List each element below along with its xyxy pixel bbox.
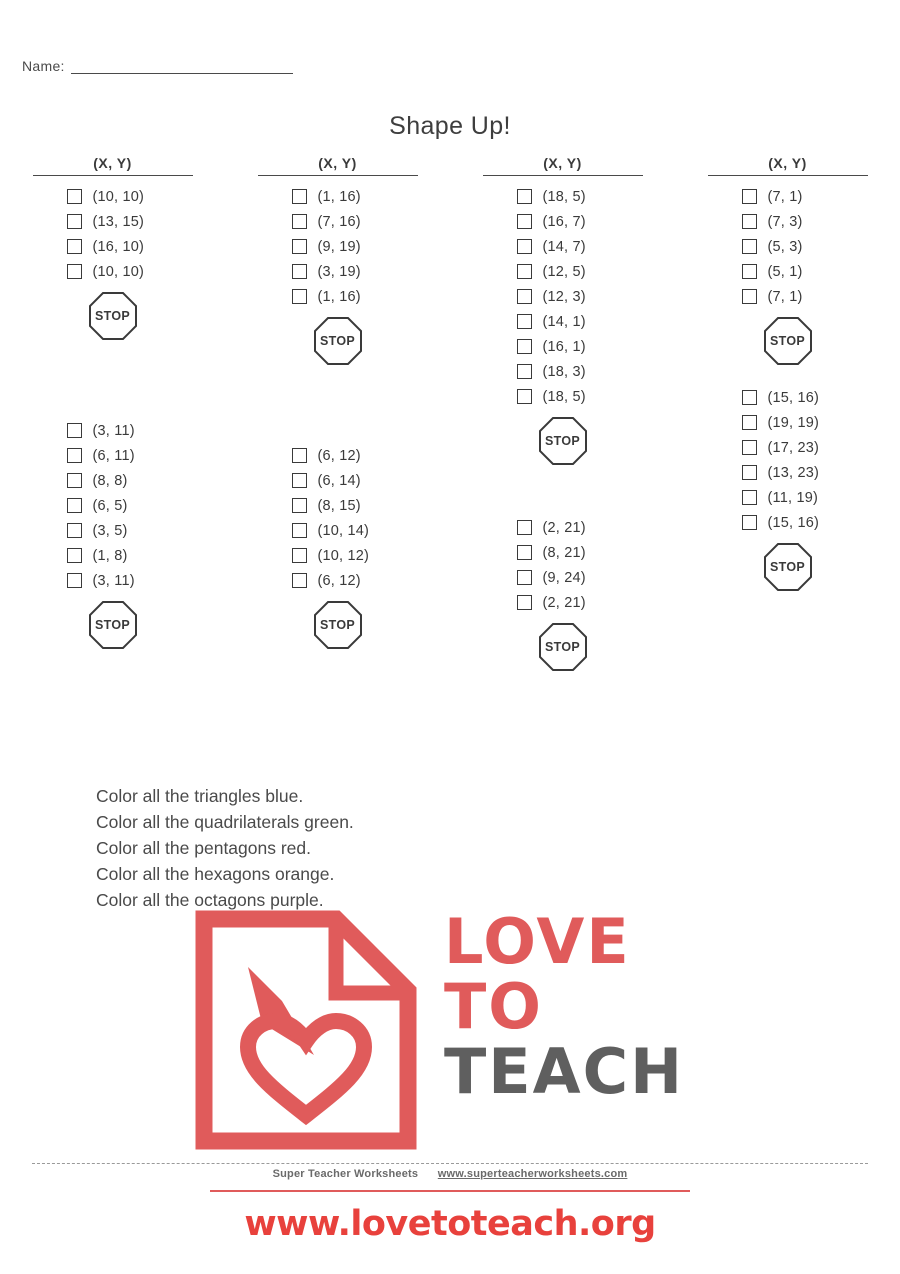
coordinate-column-1 [0,155,225,675]
name-input-line[interactable] [71,59,293,74]
coordinate-checkbox[interactable] [517,289,532,304]
coordinate-row [67,468,159,493]
coordinate-value: (6, 12) [317,572,361,589]
coordinate-checkbox[interactable] [742,440,757,455]
instruction-line: Color all the triangles blue. [96,786,304,806]
coordinate-value: (7, 16) [317,213,361,230]
coordinate-checkbox[interactable] [67,264,82,279]
coordinate-checkbox[interactable] [742,515,757,530]
page-title: Shape Up! [389,112,511,140]
coordinate-row [517,234,609,259]
document-heart-pen-icon [186,905,426,1155]
column-header: (X, Y) [258,155,418,176]
coordinate-checkbox[interactable] [517,239,532,254]
coordinate-checkbox[interactable] [742,289,757,304]
coordinate-row [292,184,384,209]
coordinate-column-3 [450,155,675,675]
coordinate-checkbox[interactable] [517,189,532,204]
stop-sign-icon [314,601,362,649]
column-header: (X, Y) [483,155,643,176]
coordinate-group [742,184,834,369]
coordinate-group [517,184,609,469]
coordinate-row [517,184,609,209]
coordinate-checkbox[interactable] [292,473,307,488]
coordinate-value: (19, 19) [767,414,820,431]
coordinate-row [517,540,609,565]
coordinate-row [742,410,834,435]
coordinate-checkbox[interactable] [517,214,532,229]
coordinate-value: (6, 12) [317,447,361,464]
coordinate-columns [0,155,900,675]
coordinate-row [517,259,609,284]
stop-label: STOP [769,334,805,348]
site-url[interactable]: www.lovetoteach.org [244,1204,656,1244]
coordinate-checkbox[interactable] [67,448,82,463]
instruction-line: Color all the octagons purple. [96,890,324,910]
coordinate-row [67,418,159,443]
coordinate-checkbox[interactable] [742,214,757,229]
coordinate-checkbox[interactable] [742,390,757,405]
coordinate-value: (11, 19) [767,489,818,506]
coordinate-row [292,209,384,234]
coordinate-value: (14, 1) [542,313,586,330]
coordinate-value: (15, 16) [767,389,820,406]
coordinate-checkbox[interactable] [67,214,82,229]
coordinate-group [292,443,384,653]
coordinate-row [742,510,834,535]
coordinate-row [742,284,834,309]
coordinate-checkbox[interactable] [517,570,532,585]
coordinate-value: (1, 8) [92,547,128,564]
coordinate-value: (10, 14) [317,522,370,539]
coordinate-value: (9, 24) [542,569,586,586]
coordinate-value: (5, 1) [767,263,803,280]
coordinate-row [67,184,159,209]
stop-sign-wrap [517,417,609,465]
coordinate-checkbox[interactable] [292,264,307,279]
instruction-line: Color all the quadrilaterals green. [96,812,354,832]
name-label: Name: [22,58,65,74]
footer-credit-right[interactable]: www.superteacherworksheets.com [437,1168,628,1180]
stop-sign-wrap [67,601,159,649]
logo-line-1: LOVE [444,905,631,978]
coordinate-value: (12, 3) [542,288,586,305]
coordinate-value: (17, 23) [767,439,820,456]
coordinate-row [517,515,609,540]
coordinate-checkbox[interactable] [67,239,82,254]
coordinate-row [67,568,159,593]
coordinate-value: (1, 16) [317,188,361,205]
stop-sign-icon [89,292,137,340]
coordinate-row [517,359,609,384]
logo-line-3: TEACH [444,1035,685,1109]
coordinate-row [67,443,159,468]
coordinate-checkbox[interactable] [67,423,82,438]
coordinate-checkbox[interactable] [292,214,307,229]
coordinate-group [67,418,159,653]
stop-sign-icon [764,543,812,591]
coordinate-row [742,435,834,460]
column-header: (X, Y) [708,155,868,176]
coordinate-checkbox[interactable] [517,314,532,329]
coordinate-column-2 [225,155,450,675]
coordinate-row [742,460,834,485]
instruction-line: Color all the hexagons orange. [96,864,335,884]
coordinate-checkbox[interactable] [517,520,532,535]
coordinate-checkbox[interactable] [517,339,532,354]
coordinate-value: (13, 15) [92,213,145,230]
coordinate-checkbox[interactable] [517,595,532,610]
coordinate-row [517,209,609,234]
stop-sign-wrap [292,317,384,365]
coordinate-value: (3, 11) [92,422,135,439]
stop-label: STOP [544,640,580,654]
coordinate-row [67,493,159,518]
coordinate-checkbox[interactable] [742,189,757,204]
stop-sign-wrap [742,317,834,365]
coordinate-group [292,184,384,369]
coordinate-row [742,234,834,259]
coordinate-checkbox[interactable] [517,545,532,560]
coordinate-value: (9, 19) [317,238,361,255]
coordinate-row [742,259,834,284]
coordinate-value: (3, 11) [92,572,135,589]
logo-line-2: TO [444,970,543,1044]
coordinate-value: (10, 12) [317,547,370,564]
cut-line-divider [32,1163,868,1164]
coordinate-value: (8, 8) [92,472,128,489]
coordinate-checkbox[interactable] [742,264,757,279]
coordinate-checkbox[interactable] [292,548,307,563]
coordinate-value: (1, 16) [317,288,361,305]
column-header: (X, Y) [33,155,193,176]
coordinate-value: (18, 3) [542,363,586,380]
coordinate-row [742,485,834,510]
footer-rule [210,1190,690,1192]
coordinate-group [517,515,609,675]
coordinate-row [292,518,384,543]
name-field-row [22,58,293,74]
coordinate-value: (6, 5) [92,497,128,514]
stop-label: STOP [319,618,355,632]
coordinate-value: (15, 16) [767,514,820,531]
coordinate-value: (7, 1) [767,188,803,205]
footer-credit [0,1168,900,1180]
coordinate-row [517,309,609,334]
coordinate-row [67,259,159,284]
coordinate-value: (16, 1) [542,338,586,355]
coordinate-value: (18, 5) [542,388,586,405]
stop-sign-wrap [742,543,834,591]
stop-sign-wrap [517,623,609,671]
coordinate-value: (14, 7) [542,238,586,255]
footer-credit-left: Super Teacher Worksheets [272,1168,419,1180]
stop-sign-icon [764,317,812,365]
stop-label: STOP [94,618,130,632]
instructions-block [96,783,354,913]
coordinate-row [67,209,159,234]
lovetoteach-logo [186,905,716,1180]
coordinate-row [742,184,834,209]
stop-sign-icon [539,417,587,465]
stop-sign-icon [89,601,137,649]
coordinate-checkbox[interactable] [742,415,757,430]
coordinate-checkbox[interactable] [742,239,757,254]
coordinate-checkbox[interactable] [292,239,307,254]
coordinate-row [742,385,834,410]
coordinate-row [517,590,609,615]
coordinate-value: (13, 23) [767,464,820,481]
coordinate-checkbox[interactable] [67,523,82,538]
coordinate-row [67,234,159,259]
stop-sign-wrap [292,601,384,649]
stop-sign-icon [314,317,362,365]
coordinate-checkbox[interactable] [292,523,307,538]
coordinate-checkbox[interactable] [742,490,757,505]
stop-sign-wrap [67,292,159,340]
coordinate-value: (6, 14) [317,472,361,489]
coordinate-value: (16, 10) [92,238,145,255]
coordinate-row [292,568,384,593]
coordinate-row [292,443,384,468]
coordinate-checkbox[interactable] [292,289,307,304]
stop-sign-icon [539,623,587,671]
coordinate-row [517,284,609,309]
coordinate-value: (5, 3) [767,238,803,255]
stop-label: STOP [94,309,130,323]
coordinate-row [67,543,159,568]
coordinate-row [742,209,834,234]
stop-label: STOP [544,434,580,448]
coordinate-row [292,468,384,493]
coordinate-checkbox[interactable] [67,473,82,488]
coordinate-checkbox[interactable] [67,498,82,513]
coordinate-value: (12, 5) [542,263,586,280]
coordinate-value: (8, 21) [542,544,586,561]
coordinate-value: (7, 3) [767,213,803,230]
coordinate-checkbox[interactable] [67,189,82,204]
coordinate-value: (2, 21) [542,519,586,536]
coordinate-group [742,385,834,595]
coordinate-checkbox[interactable] [517,389,532,404]
coordinate-checkbox[interactable] [67,573,82,588]
coordinate-row [517,384,609,409]
coordinate-checkbox[interactable] [742,465,757,480]
coordinate-row [292,234,384,259]
coordinate-value: (6, 11) [92,447,135,464]
coordinate-checkbox[interactable] [292,189,307,204]
coordinate-value: (10, 10) [92,188,145,205]
coordinate-group [67,184,159,344]
coordinate-checkbox[interactable] [517,364,532,379]
coordinate-value: (2, 21) [542,594,586,611]
coordinate-checkbox[interactable] [517,264,532,279]
coordinate-row [67,518,159,543]
coordinate-row [517,334,609,359]
coordinate-value: (10, 10) [92,263,145,280]
coordinate-value: (16, 7) [542,213,586,230]
coordinate-row [517,565,609,590]
coordinate-checkbox[interactable] [67,548,82,563]
stop-label: STOP [319,334,355,348]
coordinate-value: (3, 19) [317,263,361,280]
coordinate-checkbox[interactable] [292,573,307,588]
logo-wordmark [444,905,714,1109]
stop-label: STOP [769,560,805,574]
coordinate-column-4 [675,155,900,675]
coordinate-row [292,284,384,309]
coordinate-row [292,259,384,284]
coordinate-value: (3, 5) [92,522,128,539]
coordinate-row [292,543,384,568]
instruction-line: Color all the pentagons red. [96,838,311,858]
coordinate-checkbox[interactable] [292,448,307,463]
coordinate-value: (7, 1) [767,288,803,305]
coordinate-value: (18, 5) [542,188,586,205]
coordinate-value: (8, 15) [317,497,361,514]
coordinate-row [292,493,384,518]
coordinate-checkbox[interactable] [292,498,307,513]
